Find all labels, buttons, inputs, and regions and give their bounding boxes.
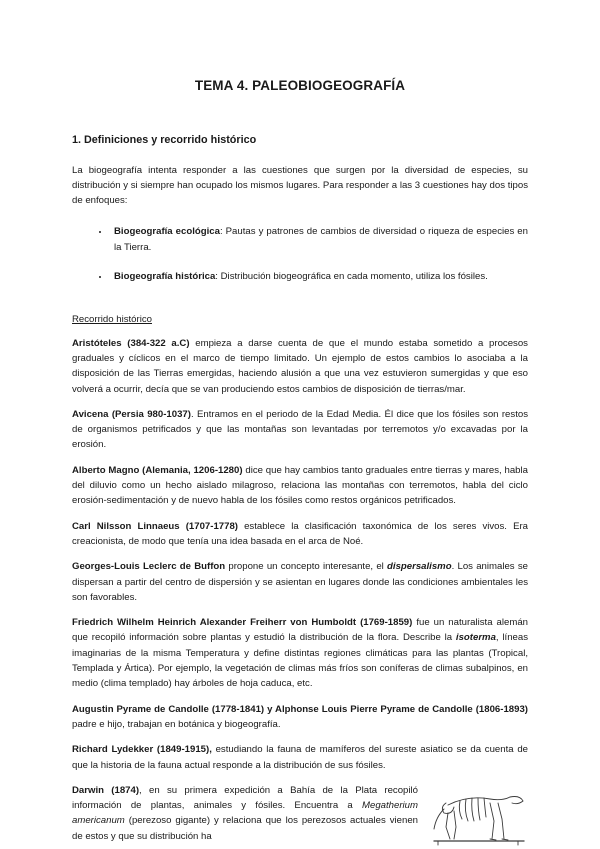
entry-aristoteles	[72, 336, 528, 397]
entry-name: Friedrich Wilhelm Heinrich Alexander Freiherr von Humboldt (1769-1859)	[72, 617, 413, 629]
entry-name: Carl Nilsson Linnaeus (1707-1778)	[72, 520, 238, 532]
bullet-text: : Distribución biogeográfica en cada momento, utiliza los fósiles.	[215, 271, 488, 283]
list-item	[110, 224, 528, 255]
subheading: Recorrido histórico	[72, 314, 152, 326]
entry-text: establece la clasificación taxonómica de los seres vivos. Era creacionista, de modo que tenía una idea basada en el arca de Noé.	[72, 520, 528, 547]
entry-darwin	[72, 783, 418, 844]
section-heading: 1. Definiciones y recorrido histórico	[72, 134, 257, 147]
entry-text: estudiando la fauna de mamíferos del sureste asiatico se da cuenta de que la historia de la fauna actual responde a la distribución de sus fósiles.	[72, 744, 528, 771]
term-isoterma: isoterma	[455, 632, 496, 644]
term-dispersalismo: dispersalismo	[387, 561, 452, 573]
entry-text: (perezoso gigante) y relaciona que los perezosos actuales vienen de estos y que su distribución ha	[72, 815, 418, 842]
entry-name: Richard Lydekker (1849-1915),	[72, 744, 212, 756]
entry-text: fue un naturalista alemán que recopiló información sobre plantas y estudió la distribución de la flora. Describe la	[72, 617, 528, 644]
entry-text: . Entramos en el periodo de la Edad Media. Él dice que los fósiles son restos de organismos petrificados y que las montañas son levantadas por terremotos y/o excavadas por la erosión.	[72, 408, 528, 451]
entry-text: . Los animales se dispersan a partir del centro de dispersión y se asientan en lugares donde las condiciones ambientales les son favorables.	[72, 561, 528, 603]
entry-name: Darwin (1874)	[72, 784, 140, 796]
entry-alberto-magno	[72, 463, 528, 509]
entry-text: , líneas imaginarias de la misma Temperatura y define distintas regiones climáticas para las plantas (Tropical, Templada y Ártica). Por ejemplo, la vegetación de climas más fríos son coníferas de climas subalpinos, en medio (clima templado) hay árboles de hoja caduca, etc.	[72, 632, 528, 690]
entry-text: propone un concepto interesante, el	[225, 561, 388, 573]
entry-candolle	[72, 702, 528, 733]
page-title: TEMA 4. PALEOBIOGEOGRAFÍA	[194, 78, 406, 93]
entry-text: padre e hijo, trabajan en botánica y biogeografía.	[72, 718, 281, 730]
entry-text: dice que hay cambios tanto graduales entre tierras y mares, habla del diluvio como un hecho aislado milagroso, relaciona las montañas con terremotos, habla del ciclo erosión-sedimentación y de nuevo habla de los fósiles como restos orgánicos petrificados.	[72, 464, 528, 507]
bullet-term: Biogeografía ecológica	[114, 226, 220, 238]
entry-text: , en su primera expedición a Bahía de la Plata recopiló información de plantas, animales y fósiles. Encuentra a	[72, 784, 418, 812]
entry-lydekker	[72, 742, 528, 773]
entry-name: Georges-Louis Leclerc de Buffon	[72, 561, 226, 573]
entry-buffon	[72, 559, 528, 605]
entry-humboldt	[72, 615, 528, 691]
entry-name: Alberto Magno (Alemania, 1206-1280)	[72, 464, 243, 476]
entry-linnaeus	[72, 519, 528, 550]
megatherium-skeleton-image	[428, 783, 528, 849]
entry-name: Avicena (Persia 980-1037)	[72, 408, 191, 420]
entry-avicena	[72, 407, 528, 453]
darwin-block	[72, 783, 528, 844]
species-name: Megatherium americanum	[72, 800, 418, 827]
intro-paragraph: La biogeografía intenta responder a las cuestiones que surgen por la diversidad de especies, su distribución y si siempre han ocupado los mismos lugares. Para responder a las 3 cuestiones hay dos tipos de enfoques:	[72, 164, 528, 207]
bullet-text: : Pautas y patrones de cambios de diversidad o riqueza de especies en la Tierra.	[114, 226, 528, 253]
entry-text: empieza a darse cuenta de que el mundo estaba sometido a procesos graduales y cíclicos en el marco de tiempo limitado. Un ejemplo de estos cambios lo asociaba a la disposición de las Tierras emergidas, haciendo alusión a que una vez estuvieron sumergidas y que eso volverá a ocurrir, decía que se van produciendo estos cambios de disposición de tierras/mar.	[72, 337, 528, 395]
entry-name: Augustin Pyrame de Candolle (1778-1841) y Alphonse Louis Pierre Pyrame de Candolle (1806-1893)	[72, 703, 528, 715]
list-item	[110, 269, 528, 284]
bullet-term: Biogeografía histórica	[114, 271, 216, 283]
approach-list	[72, 224, 528, 284]
entry-name: Aristóteles (384-322 a.C)	[72, 337, 190, 349]
